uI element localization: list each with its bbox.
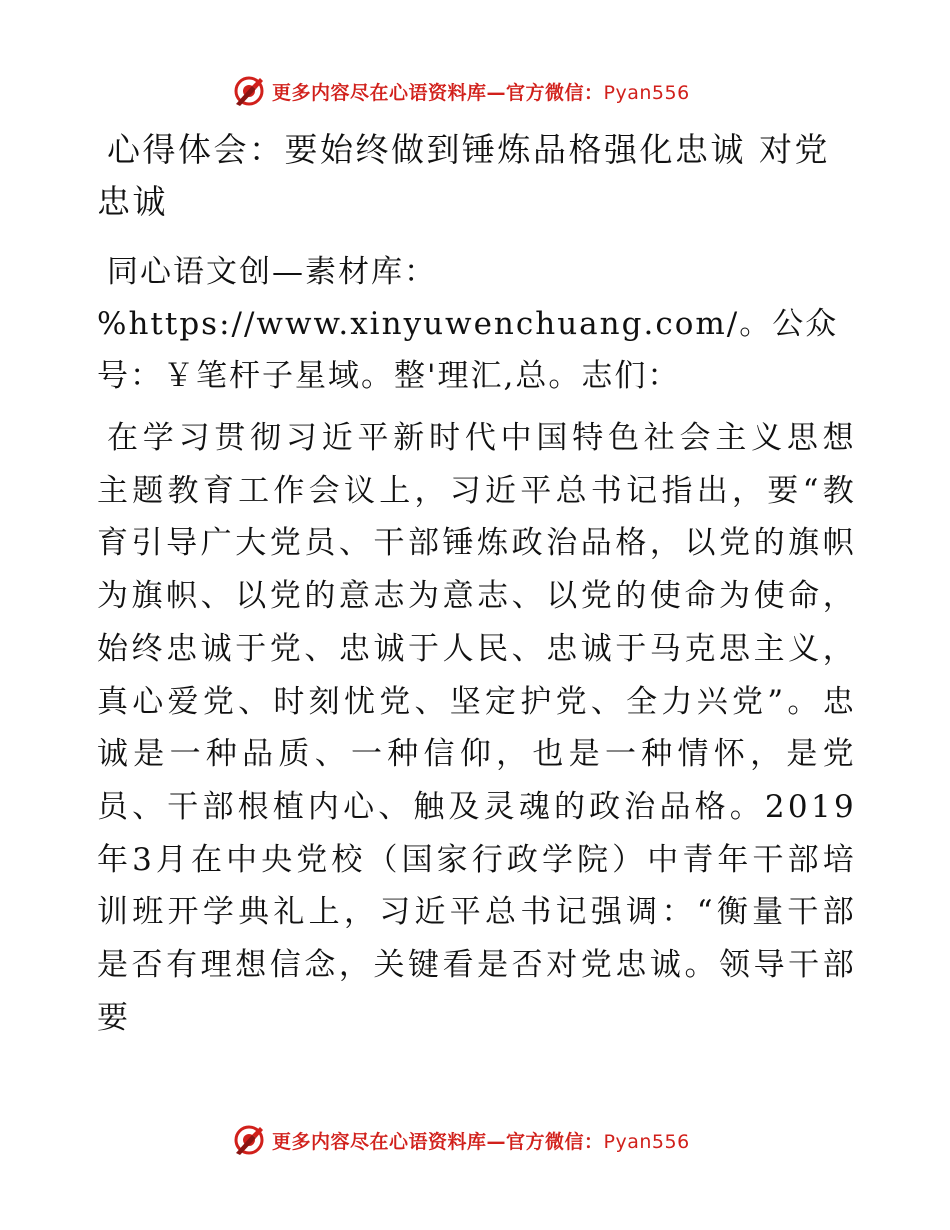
document-title: 心得体会：要始终做到锤炼品格强化忠诚 对党忠诚 (97, 130, 830, 221)
pen-logo-icon (232, 74, 266, 108)
source-line: 同心语文创—素材库：%https://www.xinyuwenchuang.com/。公众号：￥笔杆子星域。整'理汇,总。志们： (97, 254, 839, 394)
header-watermark (232, 71, 690, 111)
watermark-wechat-id: Pyan556 (603, 1130, 690, 1153)
footer-watermark (232, 1120, 690, 1160)
document-body (97, 124, 857, 1044)
watermark-text: 更多内容尽在心语资料库—官方微信：Pyan556 (272, 1130, 690, 1153)
body-paragraph: 在学习贯彻习近平新时代中国特色社会主义思想主题教育工作会议上，习近平总书记指出，要“教育引导广大党员、干部锤炼政治品格，以党的旗帜为旗帜、以党的意志为意志、以党的使命为使命，始终忠诚于党、忠诚于人民、忠诚于马克思主义，真心爱党、时刻忧党、坚定护党、全力兴党”。忠诚是一种品质、一种信仰，也是一种情怀，是党员、干部根植内心、触及灵魂的政治品格。2019年3月在中央党校（国家行政学院）中青年干部培训班开学典礼上，习近平总书记强调：“衡量干部是否有理想信念，关键看是否对党忠诚。领导干部要 (97, 420, 857, 1036)
watermark-wechat-id: Pyan556 (603, 81, 690, 104)
pen-logo-icon (232, 1123, 266, 1157)
watermark-text: 更多内容尽在心语资料库—官方微信：Pyan556 (272, 81, 690, 104)
